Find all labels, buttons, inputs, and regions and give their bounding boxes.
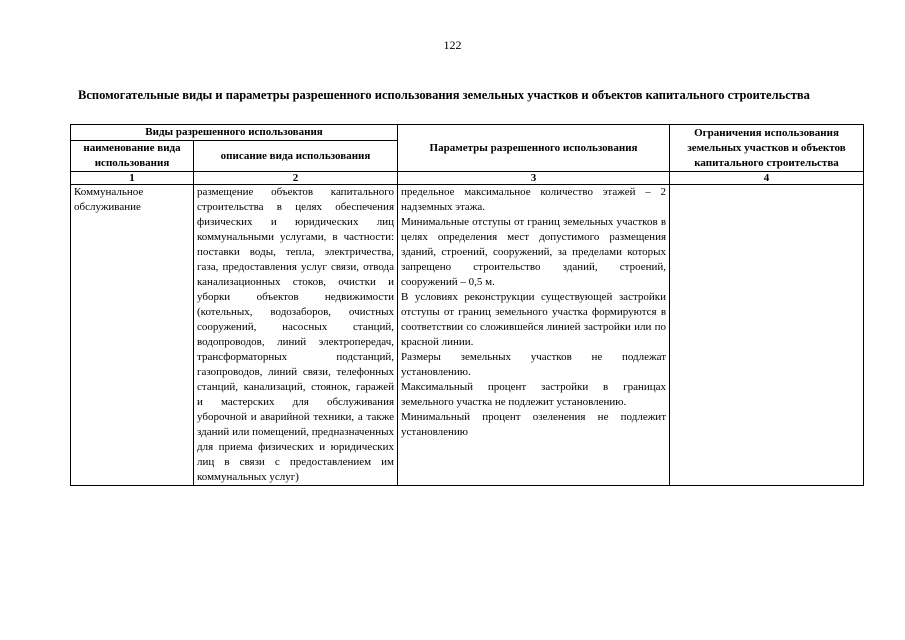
column-number: 4 xyxy=(670,172,864,185)
land-use-table xyxy=(70,124,864,486)
column-number-row xyxy=(71,172,864,185)
column-number: 1 xyxy=(71,172,194,185)
header-group-types: Виды разрешенного использования xyxy=(71,125,398,141)
restrictions-cell xyxy=(670,185,864,486)
parameter-paragraph: В условиях реконструкции существующей застройки отступы от границ земельного участка формируются в соответствии со сложившейся линией застройки или по красной линии. xyxy=(401,291,667,348)
parameter-paragraph: Минимальный процент озеленения не подлежит установлению xyxy=(401,411,667,438)
use-name-cell: Коммунальное обслуживание xyxy=(71,185,194,486)
parameter-paragraph: Минимальные отступы от границ земельных участков в целях определения мест допустимого размещения зданий, строений, сооружений, за пределами которых запрещено строительство зданий, строений, сооружений – 0,5 м. xyxy=(401,216,667,288)
column-number: 3 xyxy=(398,172,670,185)
document-title: Вспомогательные виды и параметры разрешенного использования земельных участков и объектов капитального строительства xyxy=(78,88,810,102)
page-number: 122 xyxy=(443,38,462,52)
header-restrictions: Ограничения использования земельных участков и объектов капитального строительства xyxy=(670,125,864,172)
header-row-1 xyxy=(71,125,864,141)
header-name: наименование вида использования xyxy=(71,141,194,172)
parameter-paragraph: Максимальный процент застройки в границах земельного участка не подлежит установлению. xyxy=(401,381,667,408)
use-description-cell: размещение объектов капитального строительства в целях обеспечения физических и юридических лиц коммунальными услугами, в частности: поставки воды, тепла, электричества, газа, предоставления услуг связи, отвода канализационных стоков, очистки и уборки объектов недвижимости (котельных, водозаборов, очистных сооружений, насосных станций, водопроводов, линий электропередач, трансформаторных подстанций, газопроводов, линий связи, телефонных станций, канализаций, стоянок, гаражей и мастерских для обслуживания уборочной и аварийной техники, а также зданий или помещений, предназначенных для приема физических и юридических лиц в связи с предоставлением им коммунальных услуг) xyxy=(194,185,398,486)
parameter-paragraph: предельное максимальное количество этажей – 2 надземных этажа. xyxy=(401,186,667,213)
column-number: 2 xyxy=(194,172,398,185)
parameters-cell xyxy=(398,185,670,486)
header-description: описание вида использования xyxy=(194,141,398,172)
parameter-paragraph: Размеры земельных участков не подлежат установлению. xyxy=(401,351,667,378)
table-row xyxy=(71,185,864,486)
header-parameters: Параметры разрешенного использования xyxy=(398,125,670,172)
